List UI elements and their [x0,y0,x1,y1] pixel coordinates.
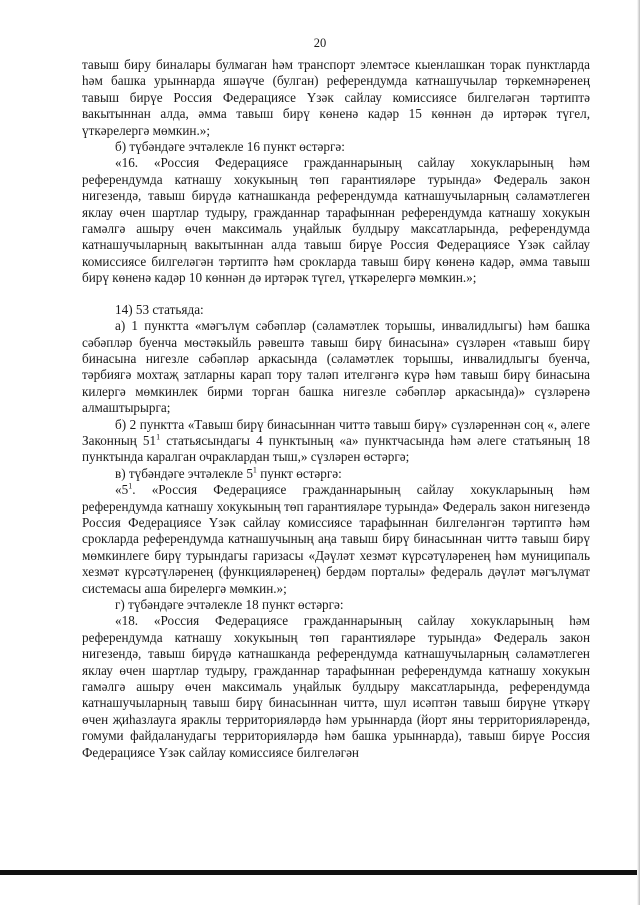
document-body [82,57,590,761]
paragraph-article-53: 14) 53 статьяда: [115,301,204,317]
paragraph-item-b: б) 2 пунктта «Тавыш бирү бинасыннан читтә тавыш бирү» сүзләреннән соң «, әлеге Законның $51^1$ статьясындагы 4 пунктының «а» пунктчасында һәм әлеге статьяның 18 пунктында каралган очраклардан тыш,» сүзләрен өстәргә; [82,416,590,465]
paragraph-item-g: г) түбәндәге эчтәлекле 18 пункт өстәргә: [115,597,344,612]
page-number: 20 [313,36,327,50]
paragraph-point-16: «16. «Россия Федерациясе гражданнарының сайлау хокукларының һәм референдумда катнашу хокукының төп гарантияләре турында» Федераль закон нигезендә, тавыш бирүдә катнашканда референдумда катнашучыларның сәламәтлеген яклау өчен шартлар тудыру, гражданнар тарафыннан референдумда катнашу хокукын гамәлгә ашыру өчен максималь уңайлык булдыру максатларында, референдумда катнашучыларның вакытыннан алда тавыш бирүе Россия Федерациясе Үзәк сайлау комиссиясе билгеләгән тәртиптә һәм срокларда тавыш бирү көненә кадәр, әмма тавыш бирү көненә кадәр 10 көннән дә иртәрәк түгел, үткәрелергә мөмкин.»; [82,155,590,286]
paragraph-item-b-intro: б) түбәндәге эчтәлекле 16 пункт өстәргә: [115,139,345,155]
paragraph-point-18: «18. «Россия Федерациясе гражданнарының сайлау хокукларының һәм референдумда катнашу хокукының төп гарантияләре турында» Федераль закон нигезендә, тавыш бирүдә катнашканда референдумда катнашучыларның сәламәтлеген яклау өчен шартлар тудыру, гражданнар тарафыннан референдумда катнашу хокукын гамәлгә ашыру өчен максималь уңайлык булдыру максатларында, референдумда катнашучыларның тавыш бирү бинасыннан читтә, шул исәптән тавыш бирүне үткәрү өчен җиһазлауга яраклы территорияләрдә һәм урыннарда (йорт яны территорияләрендә, гомуми файдаланудагы территорияләрдә һәм башка урыннарда), тавыш бирүе Россия Федерациясе Үзәк сайлау комиссиясе билгеләгән [82,613,590,760]
paragraph-item-v: в) түбәндәге эчтәлекле $5^1$ пункт өстәргә: [115,465,342,481]
paragraph-continuation: тавыш биру биналары булмаган һәм транспорт элемтәсе кыенлашкан торак пунктларда һәм башка урыннарда яшәүче (булган) референдумда катнашучылар төркемнәренең тавыш бирүе Россия Федерациясе Үзәк сайлау комиссиясе билгеләгән тәртиптә вакытыннан алда, әмма тавыш бирү көненә кадәр 15 көннән дә иртәрәк түгел, үткәрелергә мөмкин.»; [82,57,590,138]
scan-border-line [0,870,640,875]
paragraph-point-5-1: «$5^1$. «Россия Федерациясе гражданнарының сайлау хокукларының һәм референдумда катнашу хокукының төп гарантияләре турында» Федераль закон нигезендә Россия Федерациясе Үзәк сайлау комиссиясе тарафыннан билгеләнгән тәртиптә һәм срокларда референдумда катнашучының аңа тавыш бирү бинасыннан читтә тавыш бирү мөмкинлеге бирү турындагы гаризасы «Дәүләт хезмәт күрсәтүләренең һәм муниципаль хезмәт күрсәтүләренең (функцияләренең) бердәм порталы» федераль дәүләт мәгълүмат системасы аша бирелергә мөмкин.»; [82,481,590,596]
paragraph-gap [82,287,590,302]
paragraph-item-a: а) 1 пунктта «мәгълүм сәбәпләр (сәламәтлек торышы, инвалидлыгы) һәм башка сәбәпләр буенча мөстәкыйль рәвештә тавыш бирү бинасына» сүзләрен «тавыш бирү бинасына нигезле сәбәпләр аркасында (сәламәтлек торышы, инвалидлыгы буенча, тәрбиягә мохтаҗ затларны карап тору таләп ителгәнгә күрә һәм тавыш бирү бинасына килергә мөмкинлек бирми торган башка нигезле сәбәпләр аркасында)» сүзләренә алмаштырырга; [82,318,590,416]
